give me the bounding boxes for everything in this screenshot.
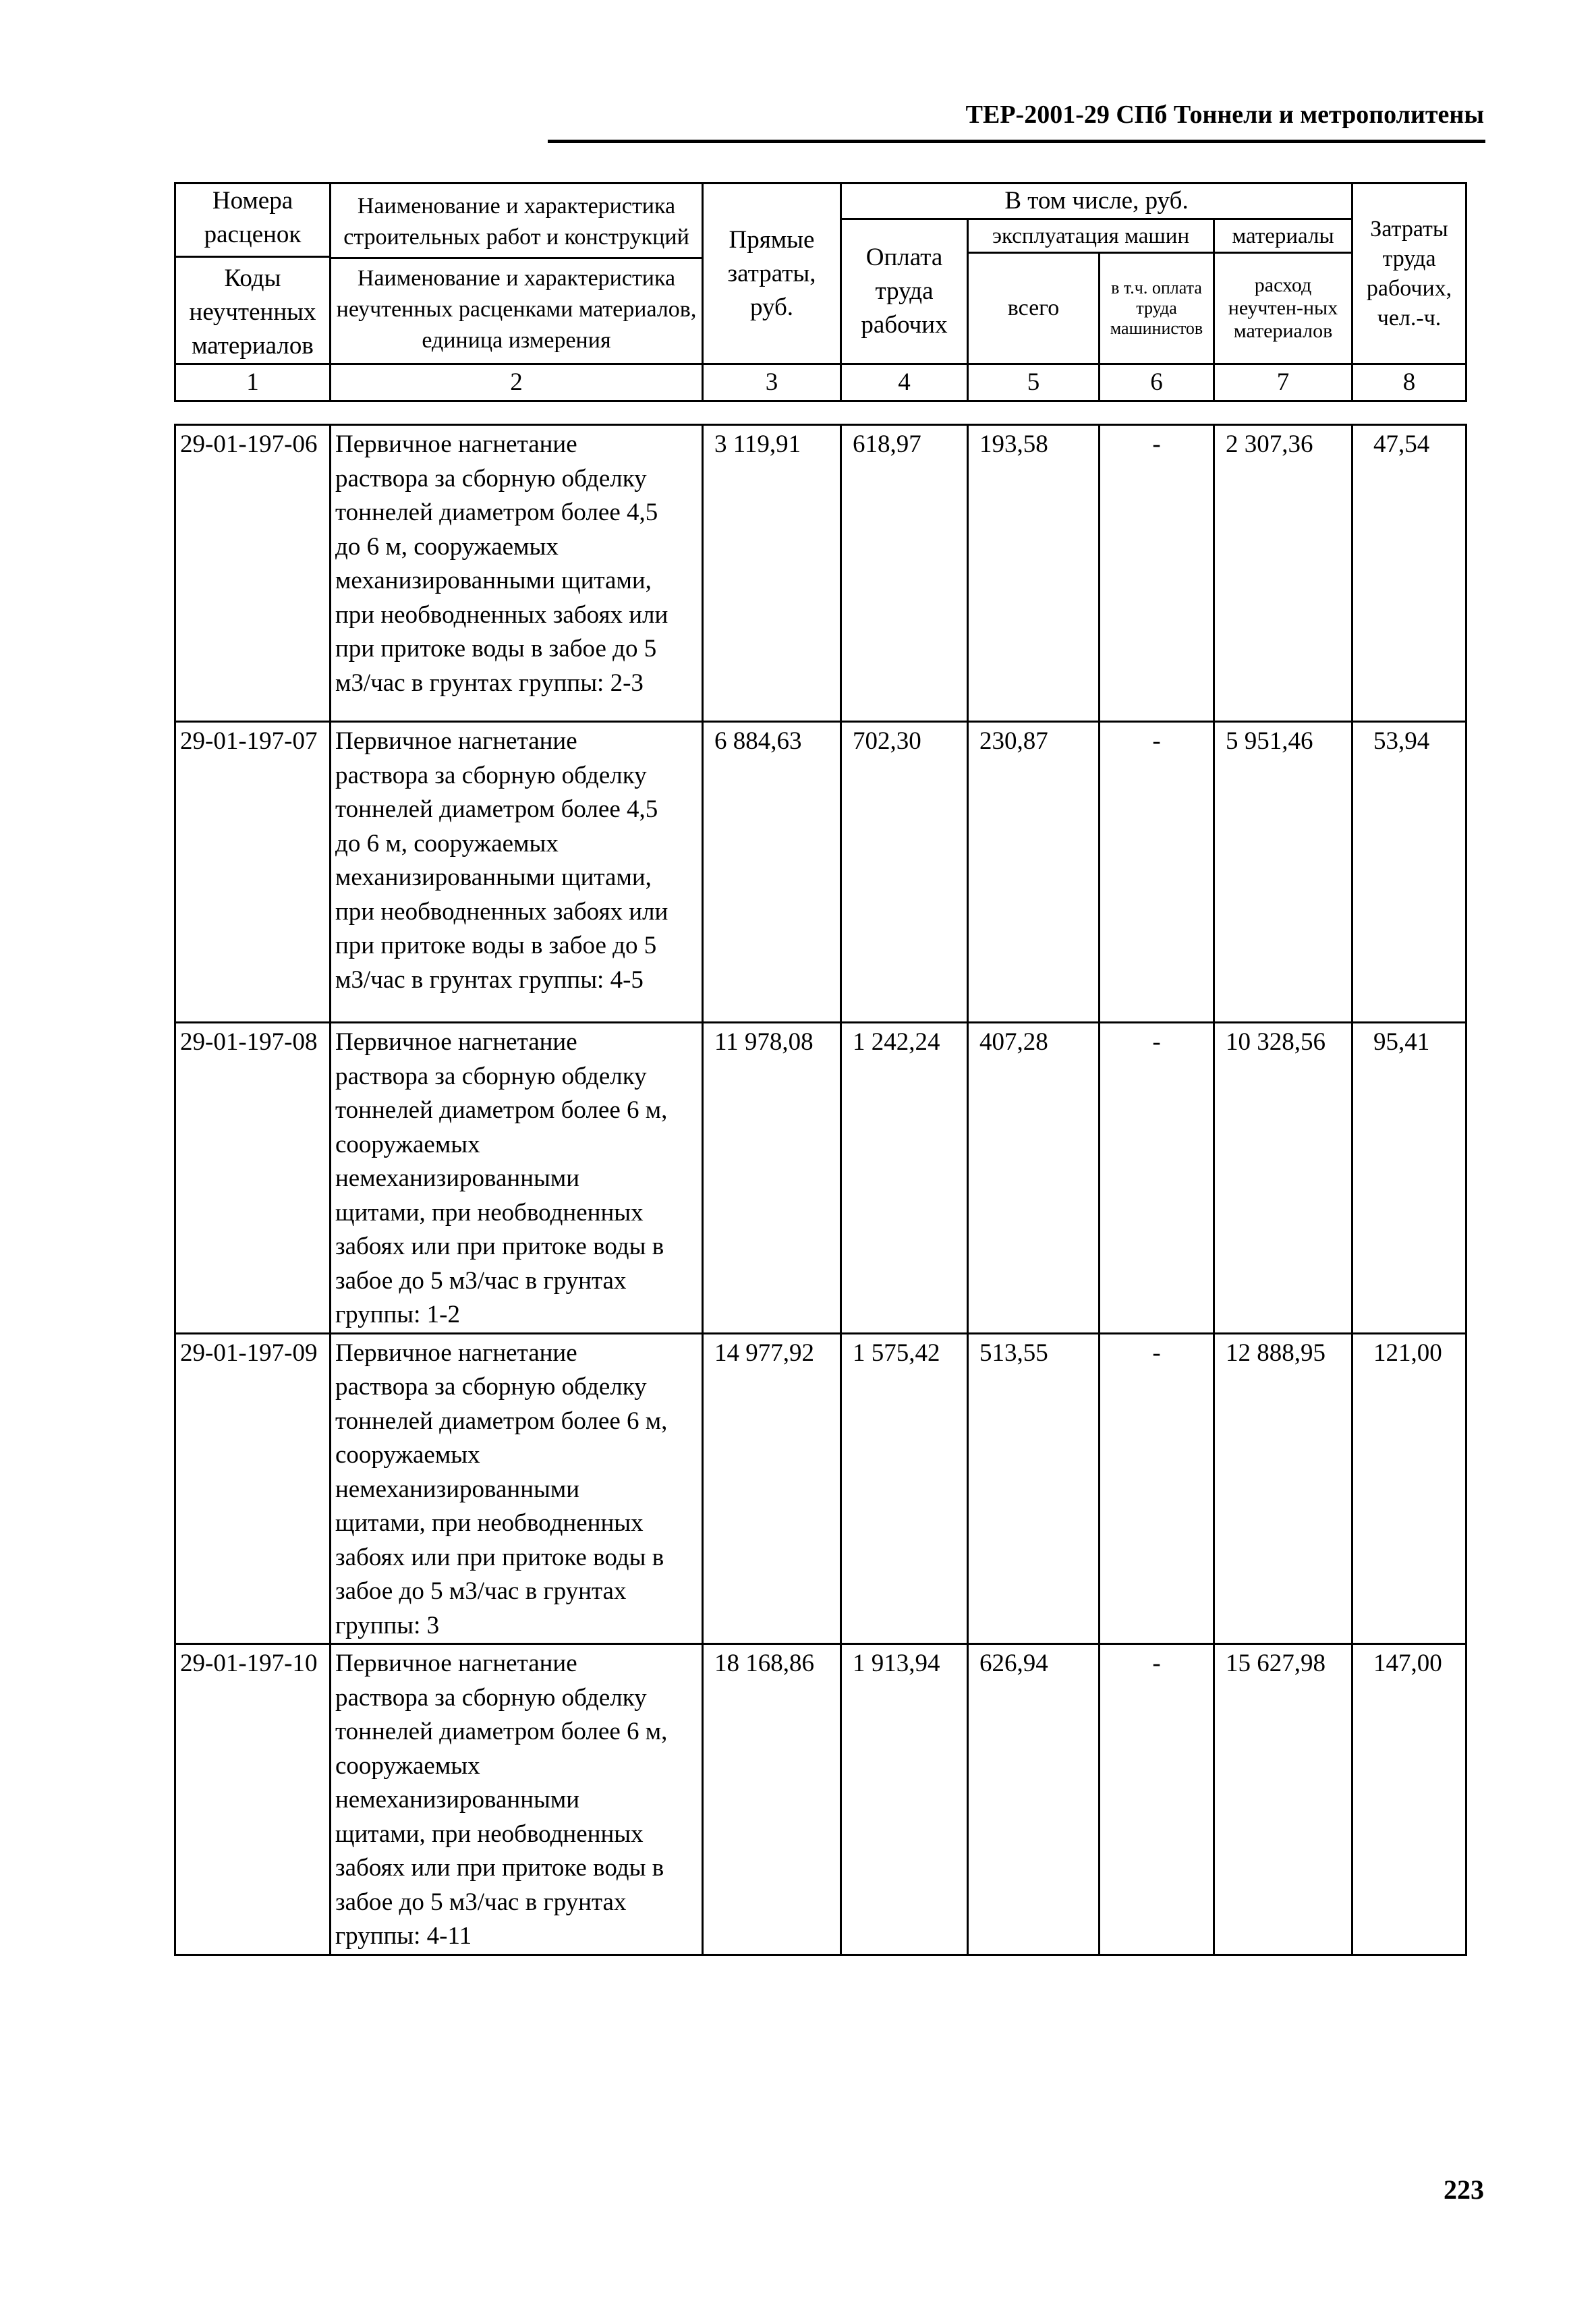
labor-pay: 702,30	[841, 722, 968, 1023]
rate-code: 29-01-197-08	[175, 1023, 331, 1334]
description-line: м3/час в грунтах группы: 2-3	[335, 669, 644, 697]
description-line: до 6 м, сооружаемых	[335, 532, 559, 561]
header-number-4: 4	[841, 364, 968, 401]
header-col1-bottom: Коды неучтенных материалов	[189, 264, 316, 360]
work-description	[331, 1023, 703, 1334]
header-number-8: 8	[1352, 364, 1466, 401]
description-line: немеханизированными	[335, 1475, 580, 1503]
description-line: забоях или при притоке воды в	[335, 1543, 664, 1571]
running-title: ТЕР-2001-29 СПб Тоннели и метрополитены	[965, 101, 1484, 129]
description-line: м3/час в грунтах группы: 4-5	[335, 965, 644, 994]
description-line: сооружаемых	[335, 1130, 480, 1158]
description-line: до 6 м, сооружаемых	[335, 829, 559, 857]
description-line: Первичное нагнетание	[335, 1650, 577, 1677]
labor-hours: 121,00	[1352, 1333, 1466, 1644]
description-line: щитами, при необводненных	[335, 1509, 644, 1537]
materials-cost: 2 307,36	[1214, 425, 1352, 722]
header-col3: Прямые затраты, руб.	[703, 184, 841, 364]
work-description	[331, 425, 703, 722]
header-col2	[331, 184, 703, 364]
description-line: щитами, при необводненных	[335, 1820, 644, 1848]
direct-costs: 18 168,86	[703, 1644, 841, 1955]
labor-pay: 1 242,24	[841, 1023, 968, 1334]
rate-code: 29-01-197-10	[175, 1644, 331, 1955]
description-line: тоннелей диаметром более 4,5	[335, 499, 658, 526]
description-line: группы: 4-11	[335, 1922, 472, 1950]
description-line: немеханизированными	[335, 1164, 580, 1192]
description-line: при необводненных забоях или	[335, 897, 668, 926]
header-col1-top: Номера расценок	[176, 184, 329, 258]
description-line: забое до 5 м3/час в грунтах	[335, 1577, 627, 1605]
header-group-including: В том числе, руб.	[841, 184, 1352, 219]
table-row	[175, 425, 1466, 722]
description-line: Первичное нагнетание	[335, 1028, 577, 1056]
header-col1	[175, 184, 331, 364]
machinists-pay: -	[1100, 1644, 1214, 1955]
labor-hours: 147,00	[1352, 1644, 1466, 1955]
machinists-pay: -	[1100, 1023, 1214, 1334]
header-col4: Оплата труда рабочих	[841, 219, 968, 364]
labor-hours: 53,94	[1352, 722, 1466, 1023]
header-number-6: 6	[1100, 364, 1214, 401]
description-line: забое до 5 м3/час в грунтах	[335, 1888, 627, 1916]
description-line: механизированными щитами,	[335, 864, 652, 891]
description-line: группы: 3	[335, 1611, 440, 1639]
description-line: раствора за сборную обделку	[335, 464, 647, 493]
work-description	[331, 722, 703, 1023]
description-line: раствора за сборную обделку	[335, 1062, 647, 1090]
table-row	[175, 1023, 1466, 1334]
machines-total: 407,28	[968, 1023, 1100, 1334]
header-col7: расход неучтен-ных материалов	[1214, 253, 1352, 364]
page-number: 223	[1444, 2174, 1484, 2205]
header-number-3: 3	[703, 364, 841, 401]
header-col5: всего	[968, 253, 1100, 364]
table-row	[175, 1333, 1466, 1644]
description-line: Первичное нагнетание	[335, 1339, 577, 1367]
header-number-2: 2	[331, 364, 703, 401]
labor-pay: 1 575,42	[841, 1333, 968, 1644]
description-line: механизированными щитами,	[335, 567, 652, 594]
header-col2-bottom: Наименование и характеристика неучтенных расценками материалов, единица измерения	[336, 266, 697, 353]
description-line: немеханизированными	[335, 1786, 580, 1813]
header-group-machines: эксплуатация машин	[968, 219, 1214, 253]
header-group-materials: материалы	[1214, 219, 1352, 253]
description-line: сооружаемых	[335, 1441, 480, 1469]
description-line: тоннелей диаметром более 4,5	[335, 795, 658, 823]
labor-pay: 1 913,94	[841, 1644, 968, 1955]
direct-costs: 3 119,91	[703, 425, 841, 722]
table-row	[175, 1644, 1466, 1955]
direct-costs: 11 978,08	[703, 1023, 841, 1334]
title-rule	[548, 140, 1485, 143]
machines-total: 193,58	[968, 425, 1100, 722]
materials-cost: 15 627,98	[1214, 1644, 1352, 1955]
description-line: забоях или при притоке воды в	[335, 1854, 664, 1882]
direct-costs: 14 977,92	[703, 1333, 841, 1644]
description-line: раствора за сборную обделку	[335, 1683, 647, 1712]
labor-pay: 618,97	[841, 425, 968, 722]
table-header	[174, 182, 1467, 402]
description-line: Первичное нагнетание	[335, 430, 577, 458]
rate-code: 29-01-197-06	[175, 425, 331, 722]
machines-total: 626,94	[968, 1644, 1100, 1955]
work-description	[331, 1644, 703, 1955]
machines-total: 513,55	[968, 1333, 1100, 1644]
header-col6: в т.ч. оплата труда машинистов	[1100, 253, 1214, 364]
machinists-pay: -	[1100, 1333, 1214, 1644]
labor-hours: 95,41	[1352, 1023, 1466, 1334]
description-line: забое до 5 м3/час в грунтах	[335, 1266, 627, 1295]
machinists-pay: -	[1100, 722, 1214, 1023]
description-line: при притоке воды в забое до 5	[335, 635, 657, 663]
rate-code: 29-01-197-09	[175, 1333, 331, 1644]
labor-hours: 47,54	[1352, 425, 1466, 722]
description-line: раствора за сборную обделку	[335, 1373, 647, 1401]
description-line: тоннелей диаметром более 6 м,	[335, 1718, 668, 1745]
rates-table	[174, 424, 1467, 1956]
header-number-1: 1	[175, 364, 331, 401]
description-line: раствора за сборную обделку	[335, 761, 647, 789]
rate-code: 29-01-197-07	[175, 722, 331, 1023]
header-number-7: 7	[1214, 364, 1352, 401]
table-row	[175, 722, 1466, 1023]
description-line: тоннелей диаметром более 6 м,	[335, 1096, 668, 1124]
machines-total: 230,87	[968, 722, 1100, 1023]
machinists-pay: -	[1100, 425, 1214, 722]
direct-costs: 6 884,63	[703, 722, 841, 1023]
description-line: тоннелей диаметром более 6 м,	[335, 1407, 668, 1435]
materials-cost: 12 888,95	[1214, 1333, 1352, 1644]
description-line: Первичное нагнетание	[335, 727, 577, 755]
description-line: при притоке воды в забое до 5	[335, 932, 657, 959]
description-line: группы: 1-2	[335, 1301, 460, 1328]
header-col2-top: Наименование и характеристика строительных работ и конструкций	[331, 191, 702, 259]
work-description	[331, 1333, 703, 1644]
materials-cost: 10 328,56	[1214, 1023, 1352, 1334]
materials-cost: 5 951,46	[1214, 722, 1352, 1023]
description-line: щитами, при необводненных	[335, 1198, 644, 1227]
description-line: сооружаемых	[335, 1751, 480, 1780]
header-number-5: 5	[968, 364, 1100, 401]
description-line: забоях или при притоке воды в	[335, 1233, 664, 1260]
description-line: при необводненных забоях или	[335, 600, 668, 629]
header-col8: Затраты труда рабочих, чел.-ч.	[1352, 184, 1466, 364]
